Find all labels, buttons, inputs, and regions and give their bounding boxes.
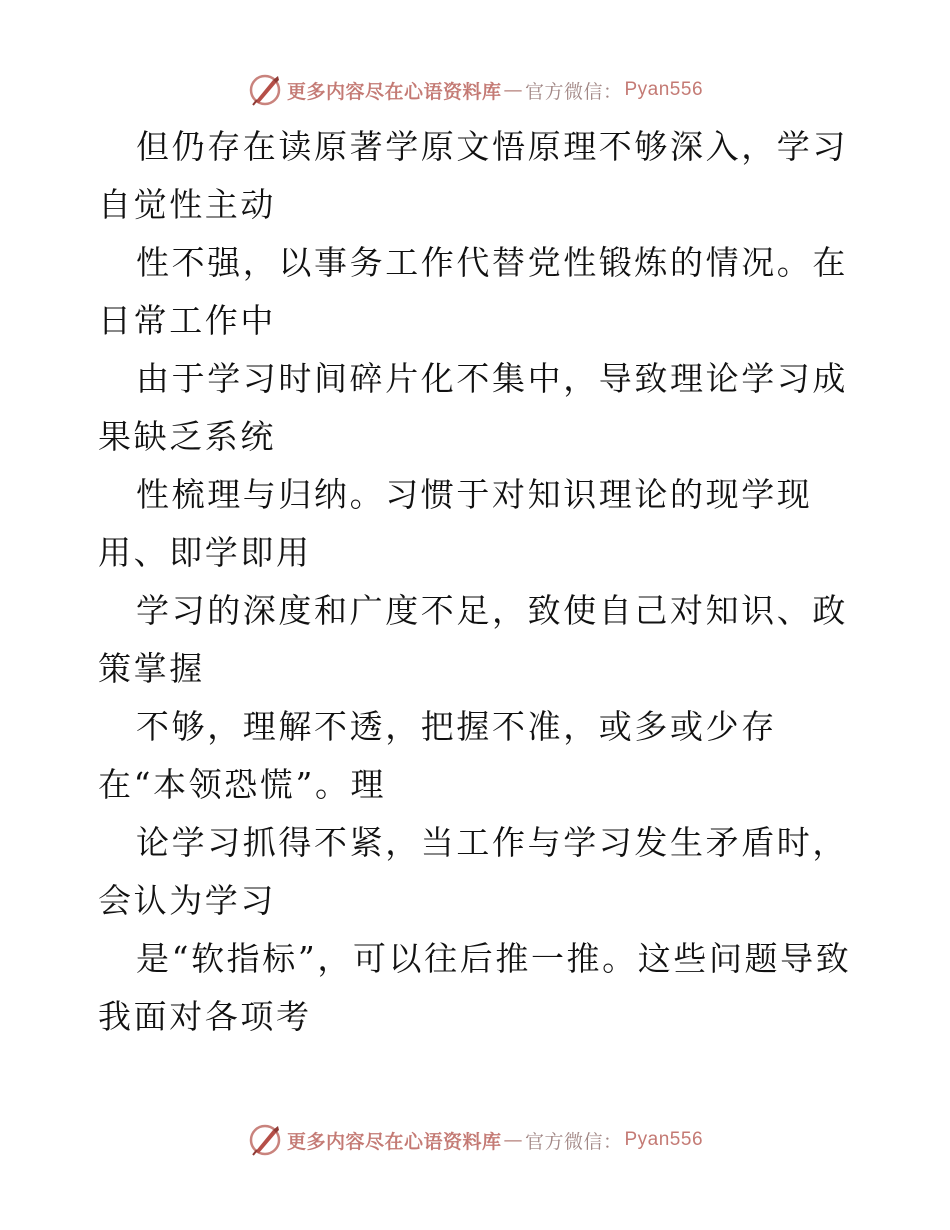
watermark-separator: —	[503, 79, 523, 101]
body-line-4: 性梳理与归纳。习惯于对知识理论的现学现用、即学即用	[98, 475, 813, 572]
watermark-brand: 更多内容尽在心语资料库	[286, 1130, 502, 1153]
footer-watermark	[0, 1120, 950, 1160]
body-line-8: 是“软指标”，可以往后推一推。这些问题导致我面对各项考	[98, 939, 852, 1036]
watermark-account: Pyan556	[624, 1129, 704, 1150]
body-line-3: 由于学习时间碎片化不集中，导致理论学习成果缺乏系统	[98, 359, 848, 456]
watermark-brand: 更多内容尽在心语资料库	[286, 80, 502, 103]
quill-pen-in-circle-icon	[247, 72, 283, 108]
quill-pen-in-circle-icon	[247, 1122, 283, 1158]
body-line-5: 学习的深度和广度不足，致使自己对知识、政策掌握	[98, 591, 848, 688]
body-line-7: 论学习抓得不紧，当工作与学习发生矛盾时，会认为学习	[98, 823, 848, 920]
watermark-account: Pyan556	[624, 79, 704, 100]
watermark-separator: —	[503, 1129, 523, 1151]
document-body	[98, 118, 858, 1046]
body-line-1: 但仍存在读原著学原文悟原理不够深入，学习自觉性主动	[98, 127, 848, 224]
watermark-label: 官方微信：	[524, 1130, 623, 1153]
body-line-6: 不够，理解不透，把握不准，或多或少存在“本领恐慌”。理	[98, 707, 777, 804]
watermark-label: 官方微信：	[524, 80, 623, 103]
body-line-2: 性不强，以事务工作代替党性锻炼的情况。在日常工作中	[98, 243, 848, 340]
header-watermark	[0, 70, 950, 110]
